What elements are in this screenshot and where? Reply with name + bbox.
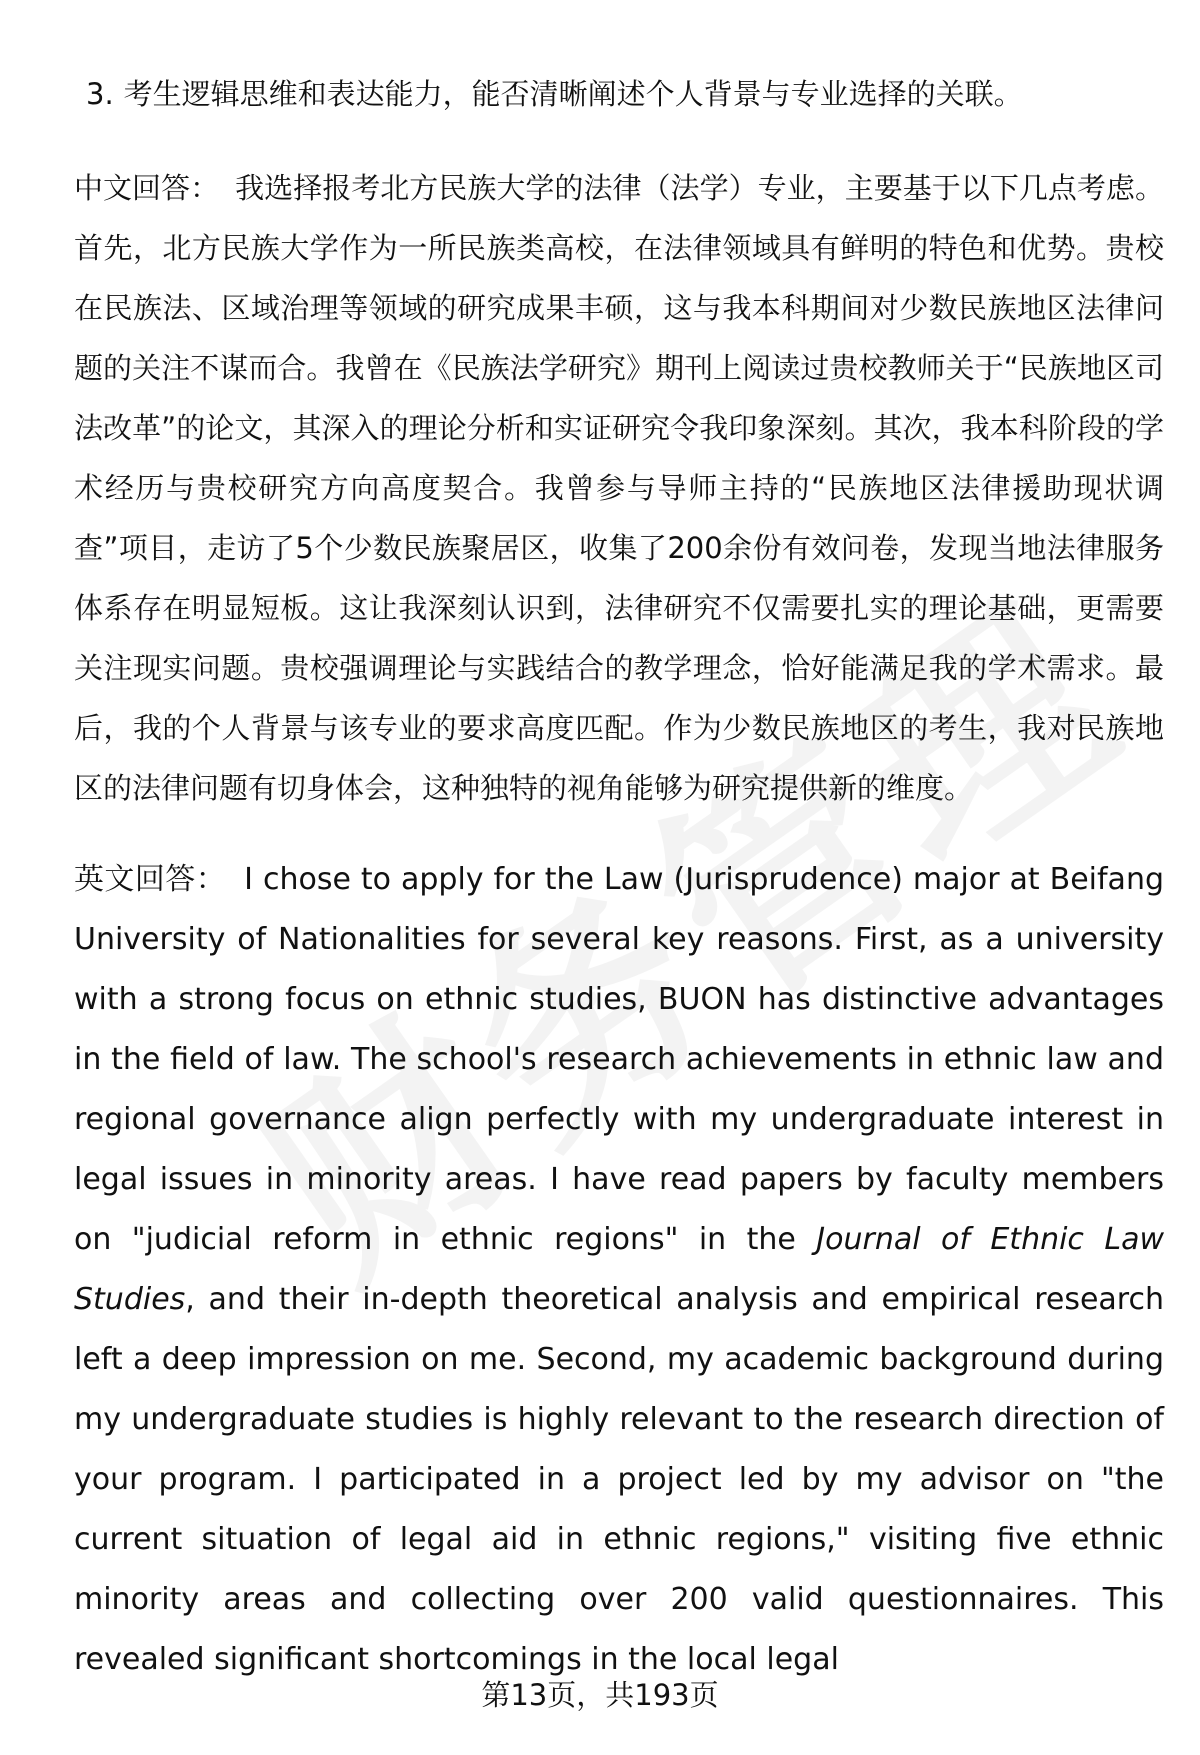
point-text: 考生逻辑思维和表达能力，能否清晰阐述个人背景与专业选择的关联。: [123, 77, 1023, 111]
english-answer-label: 英文回答：: [74, 862, 227, 897]
english-answer: [74, 850, 1164, 1690]
english-answer-text-part2: , and their in-depth theoretical analysis and empirical research left a deep impression on me. Second, my academic background during my undergraduate studies is highly relevant to the research direction of your program. I participated in a project led by my advisor on "the current situation of legal aid in ethnic regions," visiting five ethnic minority areas and collecting over 200 valid questionnaires. This revealed significant shortcomings in the local legal: [74, 1282, 1164, 1677]
document-page: [74, 64, 1164, 1722]
journal-title: Journal of Ethnic Law Studies: [74, 1222, 1164, 1317]
english-answer-text-part1: I chose to apply for the Law (Jurisprudence) major at Beifang University of Nationalities for several key reasons. First, as a university with a strong focus on ethnic studies, BUON has distinctive advantages in the field of law. The school's research achievements in ethnic law and regional governance align perfectly with my undergraduate interest in legal issues in minority areas. I have read papers by faculty members on "judicial reform in ethnic regions" in the: [74, 862, 1164, 1257]
question-point: [86, 64, 1164, 124]
page-footer: [0, 1675, 1200, 1715]
chinese-answer-label: 中文回答：: [74, 171, 220, 205]
page-number: 第13页，共193页: [481, 1678, 719, 1712]
point-number: 3.: [86, 77, 114, 111]
chinese-answer: [74, 158, 1164, 818]
chinese-answer-text: 我选择报考北方民族大学的法律（法学）专业，主要基于以下几点考虑。首先，北方民族大学作为一所民族类高校，在法律领域具有鲜明的特色和优势。贵校在民族法、区域治理等领域的研究成果丰硕，这与我本科期间对少数民族地区法律问题的关注不谋而合。我曾在《民族法学研究》期刊上阅读过贵校教师关于“民族地区司法改革”的论文，其深入的理论分析和实证研究令我印象深刻。其次，我本科阶段的学术经历与贵校研究方向高度契合。我曾参与导师主持的“民族地区法律援助现状调查”项目，走访了5个少数民族聚居区，收集了200余份有效问卷，发现当地法律服务体系存在明显短板。这让我深刻认识到，法律研究不仅需要扎实的理论基础，更需要关注现实问题。贵校强调理论与实践结合的教学理念，恰好能满足我的学术需求。最后，我的个人背景与该专业的要求高度匹配。作为少数民族地区的考生，我对民族地区的法律问题有切身体会，这种独特的视角能够为研究提供新的维度。: [74, 171, 1165, 805]
